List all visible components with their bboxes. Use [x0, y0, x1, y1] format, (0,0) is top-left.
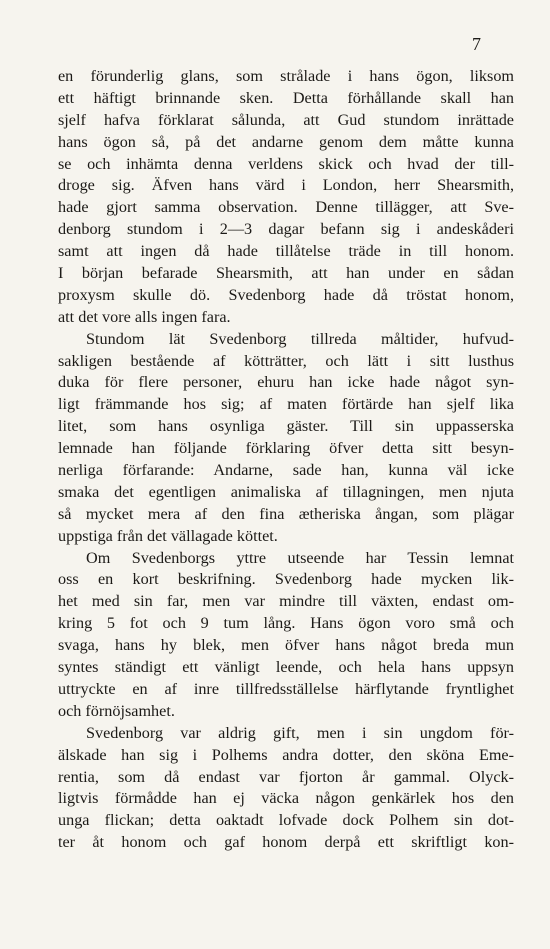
text-line: och förnöjsamhet. [58, 701, 175, 720]
text-line: samt att ingen då hade tillåtelse träde in till honom. [58, 242, 514, 261]
text-line: denborg stundom i 2—3 dagar befann sig i andeskåderi [58, 220, 514, 239]
text-line: rentia, som då endast var fjorton år gammal. Olyck- [58, 767, 514, 786]
text-line: hade gjort samma observation. Denne tillägger, att Sve- [58, 198, 514, 217]
text-line: Stundom lät Svedenborg tillreda måltider, hufvud- [86, 329, 514, 348]
text-line: att det vore alls ingen fara. [58, 307, 231, 326]
text-line: Svedenborg var aldrig gift, men i sin ungdom för- [86, 723, 514, 742]
text-line: sakligen bestående af kötträtter, och lätt i sitt lusthus [58, 351, 514, 370]
text-line: ter åt honom och gaf honom derpå ett skriftligt kon- [58, 833, 514, 852]
text-line: oss en kort beskrifning. Svedenborg hade mycken lik- [58, 570, 514, 589]
text-line: ligtvis förmådde han ej väcka någon genkärlek hos den [58, 789, 514, 808]
text-line: duka för flere personer, ehuru han icke hade något syn- [58, 373, 514, 392]
body-text [58, 66, 514, 854]
text-line: ligt främmande hos sig; af maten förtärde han sjelf lika [58, 395, 514, 414]
text-line: hans ögon så, på det andarne genom dem måtte kunna [58, 132, 514, 151]
text-line: älskade han sig i Polhems andra dotter, den sköna Eme- [58, 745, 514, 764]
text-line: uppstiga från det vällagade köttet. [58, 526, 278, 545]
text-line: sjelf hafva förklarat sålunda, att Gud stundom inrättade [58, 110, 514, 129]
text-line: ett häftigt brinnande sken. Detta förhållande skall han [58, 88, 514, 107]
text-line: syntes ständigt ett vänligt leende, och hela hans uppsyn [58, 658, 514, 677]
text-line: smaka det egentligen animaliska af tillagningen, men njuta [58, 482, 514, 501]
text-line: proxysm skulle dö. Svedenborg hade då tröstat honom, [58, 285, 514, 304]
text-line: het med sin far, men var mindre till växten, endast om- [58, 592, 514, 611]
text-line: så mycket mera af den fina ætheriska ångan, som plägar [58, 504, 514, 523]
text-line: kring 5 fot och 9 tum lång. Hans ögon voro små och [58, 614, 514, 633]
text-line: Om Svedenborgs yttre utseende har Tessin lemnat [86, 548, 514, 567]
text-line: uttryckte en af inre tillfredsställelse härflytande fryntlighet [58, 679, 514, 698]
text-line: litet, som hans osynliga gäster. Till sin uppasserska [58, 417, 514, 436]
page-number: 7 [472, 34, 481, 54]
text-line: se och inhämta denna verldens skick och hvad der till- [58, 154, 514, 173]
text-line: droge sig. Äfven hans värd i London, herr Shearsmith, [58, 176, 514, 195]
text-line: en förunderlig glans, som strålade i hans ögon, liksom [58, 67, 514, 85]
text-line: unga flickan; detta oaktadt lofvade dock Polhem sin dot- [58, 811, 514, 830]
text-line: svaga, hans hy blek, men öfver hans något breda mun [58, 636, 514, 655]
text-line: nerliga förfarande: Andarne, sade han, kunna väl icke [58, 461, 514, 480]
text-line: lemnade han följande förklaring öfver detta sitt besyn- [58, 439, 514, 458]
text-line: I början befarade Shearsmith, att han under en sådan [58, 264, 514, 283]
